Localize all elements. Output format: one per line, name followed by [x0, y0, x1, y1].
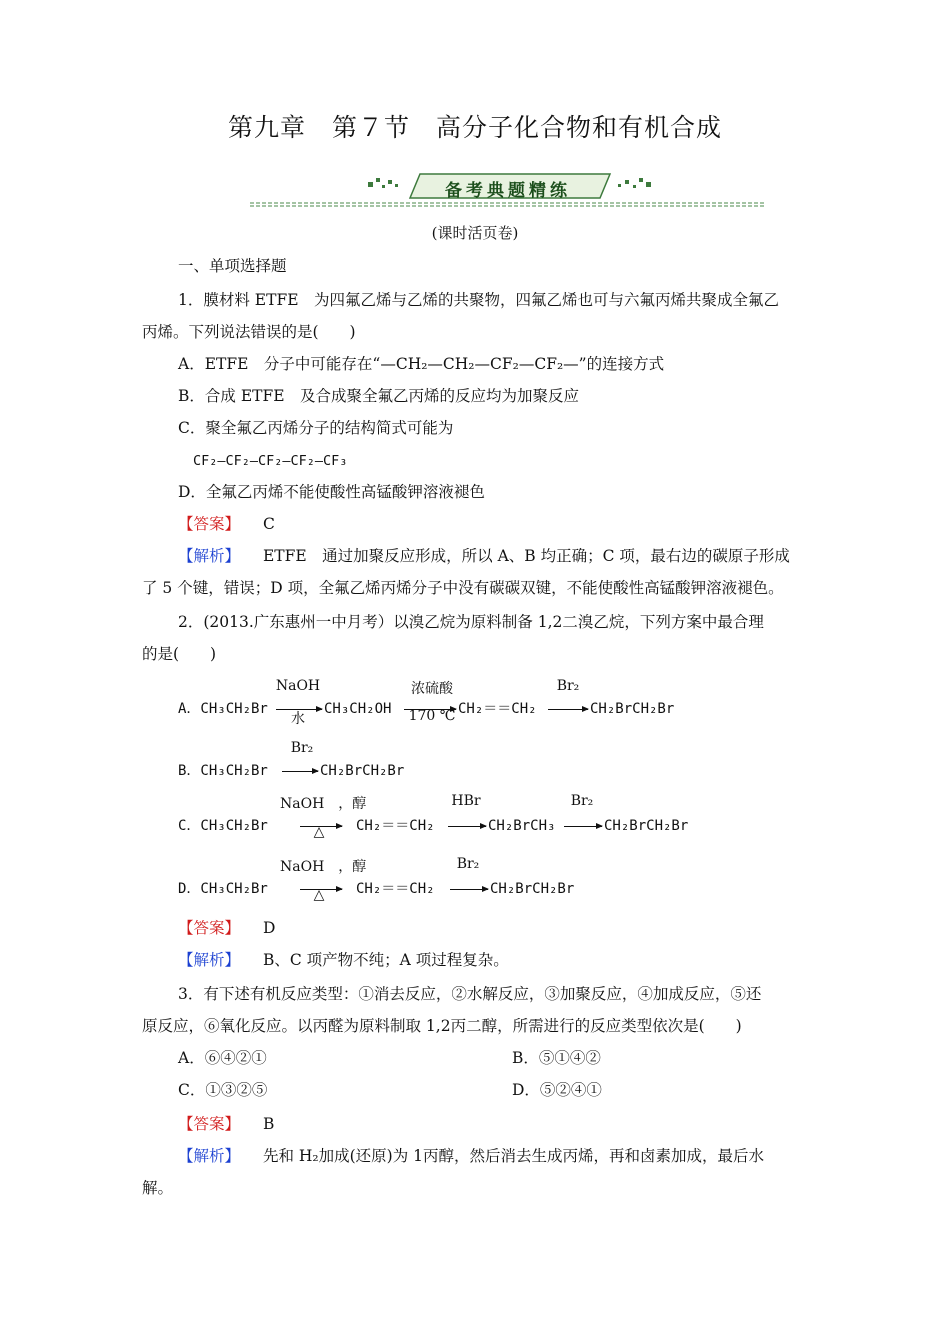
q2-c-cond2: HBr: [451, 793, 481, 809]
q2-a-cond2-bottom: 170 ℃: [408, 708, 456, 724]
explanation-tag: 【解析】: [178, 1147, 241, 1165]
q3-option-d: D．⑤②④①: [512, 1081, 602, 1099]
answer-value: D: [262, 919, 276, 937]
q2-d-cond1-bottom: △: [313, 887, 325, 903]
q3-answer: [178, 1114, 274, 1134]
q3-explanation-line2: 解。: [142, 1179, 174, 1197]
explanation-text: ETFE 通过加聚反应形成，所以 A、B 均正确；C 项，最右边的碳原子形成: [262, 547, 790, 565]
section-banner: [250, 170, 766, 210]
q2-c-cond1: NaOH ，醇: [280, 796, 367, 812]
banner-label: 备考典题精练: [445, 181, 571, 201]
q1-stem-line1: 1．膜材料 ETFE 为四氟乙烯与乙烯的共聚物，四氟乙烯也可与六氟丙烯共聚成全氟乙: [178, 291, 780, 309]
q2-stem-line2: 的是( ): [142, 645, 217, 663]
q1-explanation-line1: [178, 546, 790, 566]
q2-c-cond1-bottom: △: [313, 824, 325, 840]
q2-a-intermediate2: CH₂＝＝CH₂: [458, 701, 537, 717]
q1-option-c: C．聚全氟乙丙烯分子的结构简式可能为: [178, 419, 454, 437]
explanation-tag: 【解析】: [178, 547, 241, 565]
q2-stem-line1: 2．(2013.广东惠州一中月考）以溴乙烷为原料制备 1,2二溴乙烷，下列方案中最合理: [178, 613, 764, 631]
q2-c-intermediate2: CH₂BrCH₃: [488, 818, 556, 834]
q2-explanation-line1: [178, 950, 509, 970]
q2-d-cond1: NaOH ，醇: [280, 859, 367, 875]
q1-answer: [178, 514, 275, 534]
q3-option-c: C．①③②⑤: [178, 1081, 268, 1099]
q3-option-a: A．⑥④②①: [178, 1049, 267, 1067]
q1-explanation-line2: 了 5 个键，错误；D 项，全氟乙烯丙烯分子中没有碳碳双键，不能使酸性高锰酸钾溶液褪色。: [142, 579, 784, 597]
page-title: 第九章 第７节 高分子化合物和有机合成: [227, 113, 722, 142]
explanation-text: 先和 H₂加成(还原)为 1丙醇，然后消去生成丙烯，再和卤素加成，最后水: [262, 1147, 764, 1165]
reaction-arrow: [548, 709, 588, 710]
q2-d-cond2: Br₂: [456, 856, 480, 872]
q1-stem-line2: 丙烯。下列说法错误的是( ): [142, 323, 356, 341]
answer-tag: 【答案】: [178, 1115, 241, 1133]
q1-option-c-formula: CF₂—CF₂—CF₂—CF₂—CF₃: [193, 453, 348, 469]
q2-a-cond2: 浓硫酸: [411, 681, 453, 697]
answer-value: C: [262, 515, 275, 533]
q2-a-cond3: Br₂: [556, 678, 580, 694]
q1-option-a: A．ETFE 分子中可能存在“—CH₂—CH₂—CF₂—CF₂—”的连接方式: [178, 355, 665, 373]
q2-b-cond: Br₂: [290, 740, 314, 756]
q2-d-intermediate1: CH₂＝＝CH₂: [356, 881, 435, 897]
explanation-tag: 【解析】: [178, 951, 241, 969]
q1-option-b: B．合成 ETFE 及合成聚全氟乙丙烯的反应均为加聚反应: [178, 387, 580, 405]
q2-d-product: CH₂BrCH₂Br: [490, 881, 575, 897]
q2-a-reactant: A．CH₃CH₂Br: [178, 701, 268, 717]
reaction-arrow: [450, 889, 488, 890]
reaction-arrow: [448, 826, 486, 827]
q2-b-reactant: B．CH₃CH₂Br: [178, 763, 268, 779]
q2-answer: [178, 918, 275, 938]
q2-a-intermediate1: CH₃CH₂OH: [324, 701, 392, 717]
q1-option-d: D．全氟乙丙烯不能使酸性高锰酸钾溶液褪色: [178, 483, 485, 501]
q3-option-b: B．⑤①④②: [512, 1049, 601, 1067]
q2-b-product: CH₂BrCH₂Br: [320, 763, 405, 779]
q2-c-reactant: C．CH₃CH₂Br: [178, 818, 268, 834]
q2-c-product: CH₂BrCH₂Br: [604, 818, 689, 834]
q2-a-cond1-bottom: 水: [291, 711, 305, 727]
q2-c-intermediate1: CH₂＝＝CH₂: [356, 818, 435, 834]
q3-stem-line1: 3．有下述有机反应类型：①消去反应，②水解反应，③加聚反应，④加成反应，⑤还: [178, 985, 762, 1003]
reaction-arrow: [564, 826, 602, 827]
q2-c-cond3: Br₂: [570, 793, 594, 809]
explanation-text: B、C 项产物不纯；A 项过程复杂。: [262, 951, 509, 969]
q3-stem-line2: 原反应，⑥氧化反应。以丙醛为原料制取 1,2丙二醇，所需进行的反应类型依次是( ): [142, 1017, 742, 1035]
q2-d-reactant: D．CH₃CH₂Br: [178, 881, 268, 897]
subtitle: (课时活页卷): [431, 224, 519, 242]
answer-value: B: [262, 1115, 275, 1133]
answer-tag: 【答案】: [178, 515, 241, 533]
q2-a-cond1: NaOH: [275, 678, 321, 694]
section-heading: 一、单项选择题: [178, 257, 287, 275]
q2-a-product: CH₂BrCH₂Br: [590, 701, 675, 717]
answer-tag: 【答案】: [178, 919, 241, 937]
q3-explanation-line1: [178, 1146, 764, 1166]
reaction-arrow: [282, 771, 318, 772]
